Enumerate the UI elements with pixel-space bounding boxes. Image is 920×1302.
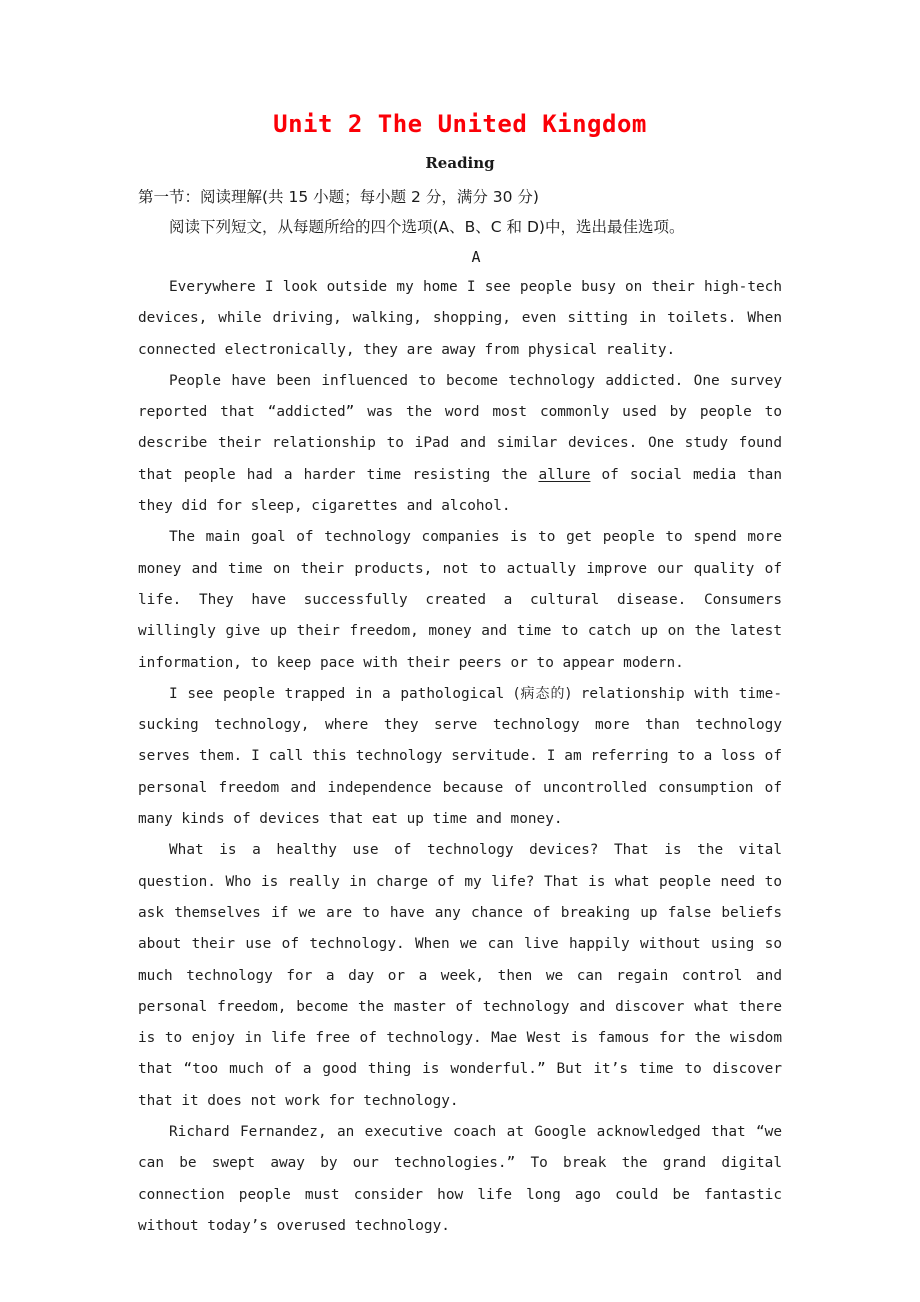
- text-run: I see people trapped in a pathological: [169, 685, 515, 702]
- section-heading: Reading: [425, 154, 495, 172]
- instruction-line-directions: 阅读下列短文，从每题所给的四个选项(A、B、C 和 D)中，选出最佳选项。: [169, 218, 685, 236]
- instruction-line-scoring: 第一节：阅读理解(共 15 小题；每小题 2 分，满分 30 分): [138, 188, 539, 206]
- page-title: Unit 2 The United Kingdom: [273, 110, 647, 138]
- paragraph: Everywhere I look outside my home I see people busy on their high-tech devices, while driving, walking, shopping, even sitting in toilets. When connected electronically, they are away from physical reality.: [138, 279, 782, 358]
- paragraph: [138, 366, 782, 522]
- paragraph: [138, 679, 782, 835]
- paragraph: What is a healthy use of technology devices? That is the vital question. Who is really in charge of my life? That is what people need to ask themselves if we are to have any chance of breaking up false beliefs about their use of technology. When we can live happily without using so much technology for a day or a week, then we can regain control and personal freedom, become the master of technology and discover what there is to enjoy in life free of technology. Mae West is famous for the wisdom that “too much of a good thing is wonderful.” But it’s time to discover that it does not work for technology.: [138, 842, 782, 1109]
- text-run: People have been influenced to become technology addicted. One survey reported that “addicted” was the word most commonly used by people to describe their relationship to iPad and similar devices. One study found that people had a harder time resisting the: [138, 372, 782, 483]
- passage-label: A: [471, 248, 481, 266]
- paragraph: Richard Fernandez, an executive coach at Google acknowledged that “we can be swept away by our technologies.” To break the grand digital connection people must consider how life long ago could be fantastic without today’s overused technology.: [138, 1124, 782, 1234]
- document-body: [138, 182, 782, 1242]
- text-run: relationship with time-sucking technology, where they serve technology more than technology serves them. I call this technology servitude. I am referring to a loss of personal freedom and independence because of uncontrolled consumption of many kinds of devices that eat up time and money.: [138, 685, 782, 828]
- paragraph: The main goal of technology companies is to get people to spend more money and time on their products, not to actually improve our quality of life. They have successfully created a cultural disease. Consumers willingly give up their freedom, money and time to catch up on the latest information, to keep pace with their peers or to appear modern.: [138, 529, 782, 671]
- text-run: of social media than they did for sleep, cigarettes and alcohol.: [138, 466, 782, 515]
- chinese-gloss: (病态的): [514, 685, 572, 702]
- underlined-word: allure: [538, 466, 591, 483]
